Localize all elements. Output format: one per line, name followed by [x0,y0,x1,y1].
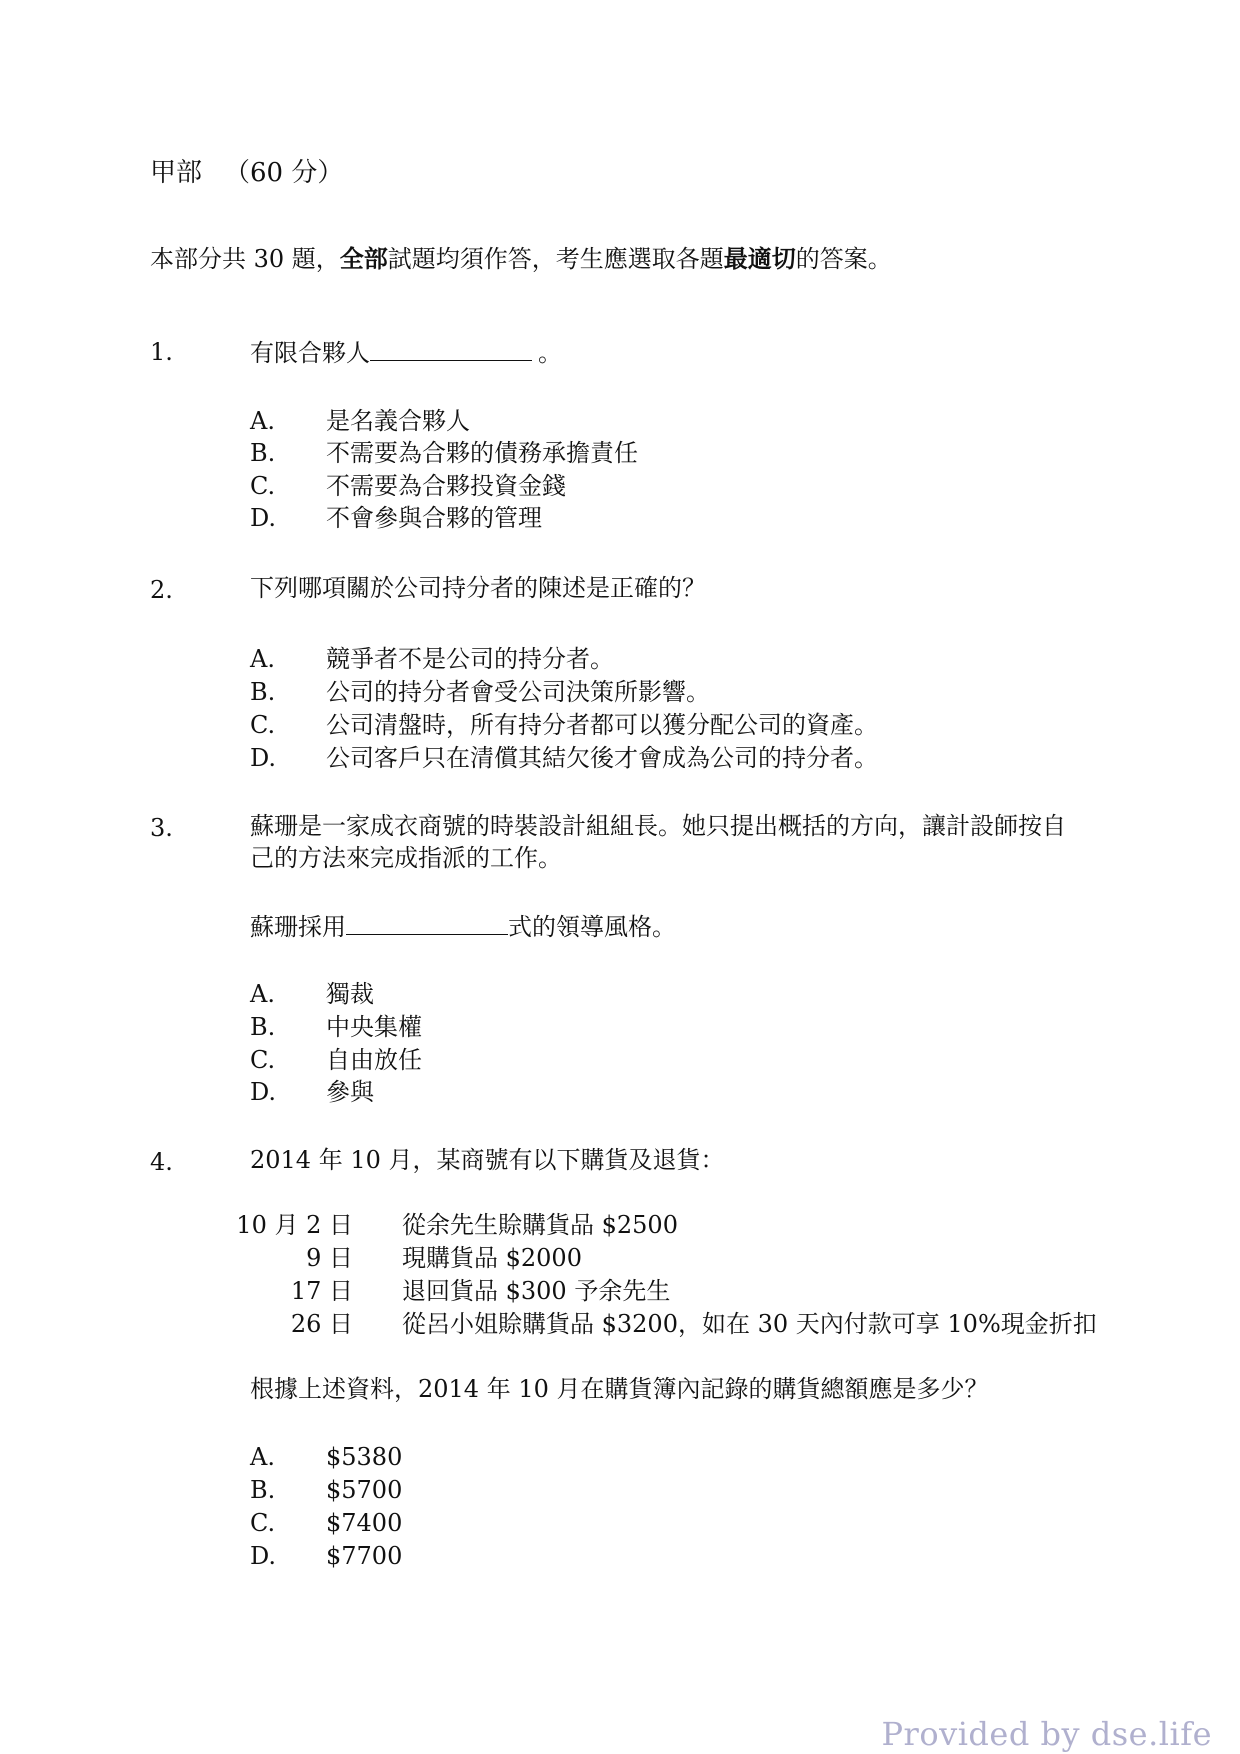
option-text: 參與 [326,1078,374,1106]
answer-blank [346,912,508,935]
option-label: B. [250,439,276,467]
option-label: A. [250,1443,275,1471]
option-label: C. [250,1509,276,1537]
question-4-stem: 2014 年 10 月，某商號有以下購貨及退貨： [250,1146,725,1174]
instruction-bold-best: 最適切 [723,244,796,273]
option-text: $5700 [326,1476,403,1504]
instructions [150,244,892,273]
section-score: （60 分） [224,158,344,188]
instruction-text: 的答案。 [795,245,892,273]
section-name: 甲部 [150,158,203,188]
option-text: 獨裁 [326,980,374,1008]
question-4-number: 4. [150,1148,173,1176]
instruction-text: 本部分共 30 題， [150,245,340,273]
option-text: 自由放任 [326,1046,422,1074]
entry-date: 26 日 [290,1310,353,1338]
instruction-bold-all: 全部 [339,244,388,273]
entry-date: 10 月 2 日 [236,1211,353,1239]
option-text: 公司清盤時，所有持分者都可以獲分配公司的資產。 [326,711,878,739]
option-text: 不會參與合夥的管理 [326,504,542,532]
question-3-line-2: 己的方法來完成指派的工作。 [250,844,562,872]
section-title [150,160,343,186]
question-2-number: 2. [150,576,173,604]
option-label: D. [250,744,277,772]
option-text: 公司客戶只在清償其結欠後才會成為公司的持分者。 [326,744,878,772]
instruction-text: 試題均須作答，考生應選取各題 [387,245,724,273]
option-label: C. [250,1046,276,1074]
option-label: A. [250,980,275,1008]
option-text: 不需要為合夥的債務承擔責任 [326,439,638,467]
option-label: D. [250,504,277,532]
option-label: D. [250,1542,277,1570]
entry-description: 現購貨品 $2000 [402,1244,582,1272]
option-text: 公司的持分者會受公司決策所影響。 [326,678,710,706]
option-label: A. [250,645,275,673]
provided-by-footer: Provided by dse.life [881,1715,1212,1753]
question-3-stem [250,912,676,939]
option-text: 中央集權 [326,1013,422,1041]
question-4-question: 根據上述資料，2014 年 10 月在購貨簿內記錄的購貨總額應是多少？ [250,1375,989,1403]
answer-blank [370,338,532,361]
option-label: C. [250,711,276,739]
question-1-number: 1. [150,338,173,366]
question-3-line-1: 蘇珊是一家成衣商號的時裝設計組組長。她只提出概括的方向，讓計設師按自 [250,812,1066,840]
option-label: B. [250,1013,276,1041]
question-3-text: 蘇珊採用 [250,913,346,941]
option-text: 競爭者不是公司的持分者。 [326,645,614,673]
question-2-stem: 下列哪項關於公司持分者的陳述是正確的？ [250,574,706,602]
entry-description: 從余先生賒購貨品 $2500 [402,1211,678,1239]
option-label: B. [250,1476,276,1504]
entry-description: 從呂小姐賒購貨品 $3200，如在 30 天內付款可享 10%現金折扣 [402,1310,1097,1338]
option-text: $7400 [326,1509,403,1537]
option-text: 是名義合夥人 [326,407,470,435]
question-1-stem [250,338,562,365]
entry-date: 17 日 [290,1277,353,1305]
entry-description: 退回貨品 $300 予余先生 [402,1277,671,1305]
question-1-text-end: 。 [538,339,562,367]
question-1-text: 有限合夥人 [250,339,370,367]
option-label: C. [250,472,276,500]
option-label: A. [250,407,275,435]
option-text: $5380 [326,1443,403,1471]
option-label: D. [250,1078,277,1106]
question-3-number: 3. [150,814,173,842]
option-text: $7700 [326,1542,403,1570]
entry-date: 9 日 [306,1244,353,1272]
option-text: 不需要為合夥投資金錢 [326,472,566,500]
question-3-text-end: 式的領導風格。 [508,913,676,941]
option-label: B. [250,678,276,706]
